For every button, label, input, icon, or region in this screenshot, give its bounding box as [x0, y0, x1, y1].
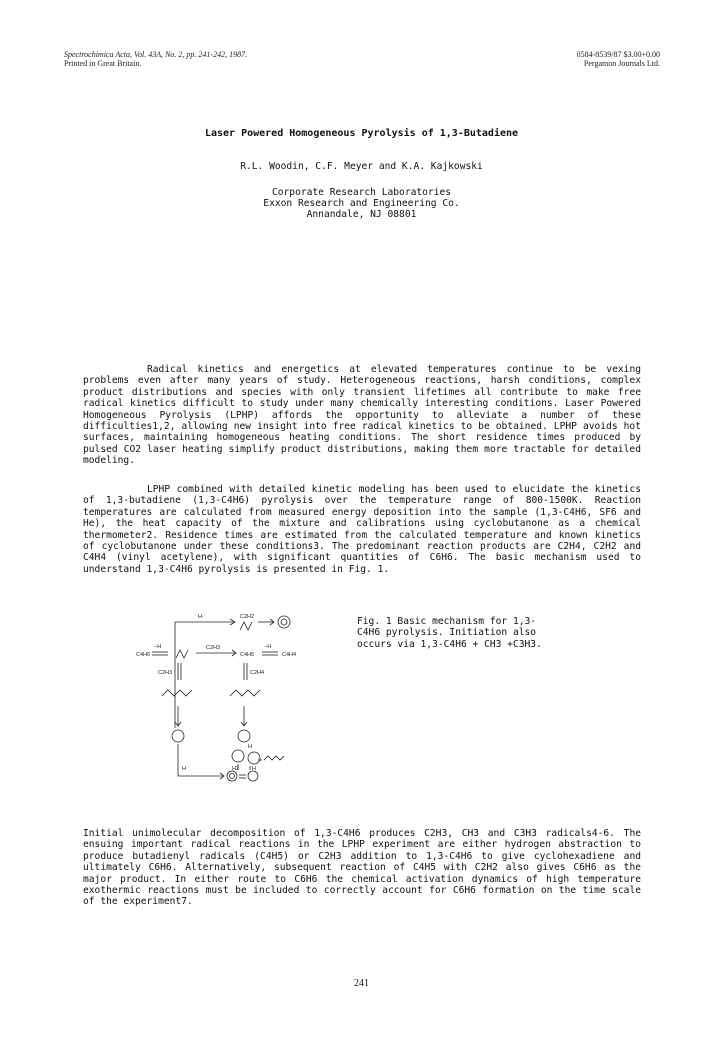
journal-citation: Spectrochimica Acta, Vol. 43A, No. 2, pp. 241-242, 1987. [64, 50, 248, 59]
label-minus-h-2: −H [264, 644, 272, 650]
label-h-low: H [248, 744, 252, 750]
figure-caption: Fig. 1 Basic mechanism for 1,3-C4H6 pyrolysis. Initiation also occurs via 1,3-C4H6 + CH3 +C3H3. [357, 616, 542, 650]
label-c2h4-right: C2H4 [250, 670, 265, 676]
paragraph-1 [83, 364, 641, 467]
label-h-bottom: H [182, 766, 186, 772]
paper-title: Laser Powered Homogeneous Pyrolysis of 1,3-Butadiene [204, 128, 519, 139]
label-h-right: H [252, 766, 256, 772]
label-c4h6-left: C4H6 [136, 652, 151, 658]
affiliation-line2: Exxon Research and Engineering Co. [263, 198, 460, 209]
label-h2: H2 [232, 766, 240, 772]
paragraph-3 [83, 828, 641, 908]
page-number: 241 [354, 978, 369, 989]
label-h-top: H· [198, 614, 204, 620]
paragraph-1-text: Radical kinetics and energetics at elevated temperatures continue to be vexing problems even after many years of study. Heterogeneous reactions, harsh conditions, complex product distributions and species with only transient lifetimes all contribute to make free radical kinetics difficult to study under many chemically interesting conditions. Laser Powered Homogeneous Pyrolysis (LPHP) affords the opportunity to alleviate a number of these difficulties1,2, allowing new insight into free radical kinetics to be obtained. LPHP avoids hot surfaces, maintaining homogeneous heating conditions. The short residence times produced by pulsed CO2 laser heating simplify product distributions, making them more tractable for detailed modeling. [83, 364, 641, 467]
affiliation-line1: Corporate Research Laboratories [271, 187, 452, 198]
label-c2h3-mid: C2H3 [206, 645, 221, 651]
label-minus-h: −H [154, 644, 162, 650]
paragraph-3-text: Initial unimolecular decomposition of 1,3-C4H6 produces C2H3, CH3 and C3H3 radicals4-6. The ensuing important radical reactions in the LPHP experiment are either hydrogen abstraction to produce butadienyl radicals (C4H5) or C2H3 addition to 1,3-C4H6 to give cyclohexadiene and ultimately C6H6. Alternatively, subsequent reaction of C4H5 with C2H2 also gives C6H6 as the major product. In either route to C6H6 the chemical activation dynamics of high temperature exothermic reactions must be included to correctly account for C6H6 formation on the time scale of the experiment7. [83, 828, 641, 908]
label-c4h4: C4H4 [282, 652, 297, 658]
paragraph-2-text: LPHP combined with detailed kinetic modeling has been used to elucidate the kinetics of 1,3-butadiene (1,3-C4H6) pyrolysis over the temperature range of 800-1500K. Reaction temperatures are calculated from measured energy deposition into the sample (1,3-C4H6, SF6 and He), the heat capacity of the mixture and calibrations using cyclobutanone as a chemical thermometer2. Residence times are estimated from the calculated temperature and known kinetics of cyclobutanone under these conditions3. The predominant reaction products are C2H4, C2H2 and C4H4 (vinyl acetylene), with significant quantities of C6H6. The basic mechanism used to understand 1,3-C4H6 pyrolysis is presented in Fig. 1. [83, 484, 641, 575]
label-c4h5: C4H5 [240, 652, 255, 658]
printed-in: Printed in Great Britain. [64, 59, 142, 68]
authors: R.L. Woodin, C.F. Meyer and K.A. Kajkowski [240, 161, 483, 172]
affiliation-line3: Annandale, NJ 08801 [306, 209, 417, 220]
issn-code: 0584-8539/87 $3.00+0.00 [576, 50, 660, 59]
label-c2h2-top: C2H2 [240, 614, 255, 620]
publisher: Pergamon Journals Ltd. [583, 59, 660, 68]
label-c2h3-left: C2H3 [158, 670, 173, 676]
paragraph-2 [83, 484, 641, 575]
mechanism-diagram [136, 608, 340, 808]
